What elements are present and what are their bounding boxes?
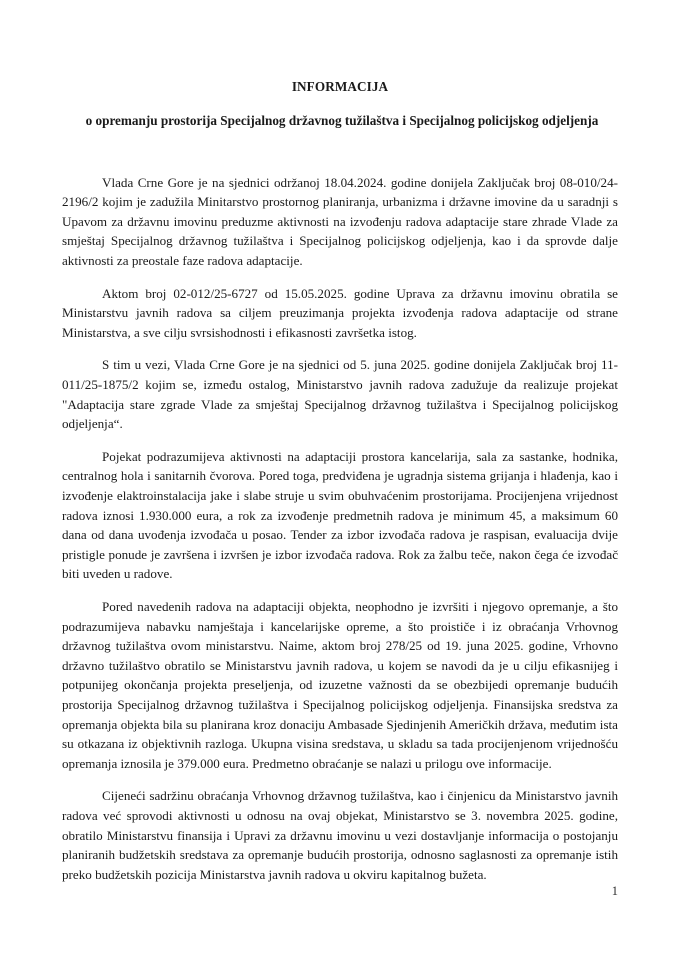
page-number: 1 — [611, 884, 618, 898]
document-title: INFORMACIJA — [291, 79, 389, 94]
paragraph: Aktom broj 02-012/25-6727 od 15.05.2025. godine Uprava za državnu imovinu obratila se Ministarstvu javnih radova sa ciljem preuzimanja projekta izvođenja radova adaptacije od strane Ministarstva, a sve cilju svrsishodnosti i efikasnosti završetka istog. — [62, 285, 618, 340]
paragraph: S tim u vezi, Vlada Crne Gore je na sjednici od 5. juna 2025. godine donijela Zaključak broj 11-011/25-1875/2 kojim se, između ostalog, Ministarstvo javnih radova zadužuje da realizuje projekat "Adaptacija stare zgrade Vlade za smještaj Specijalnog državnog tužilaštva i Specijalnog policijskog odjeljenja“. — [62, 357, 618, 432]
document-body — [62, 131, 618, 885]
document-subtitle: o opremanju prostorija Specijalnog državnog tužilaštva i Specijalnog policijskog odjeljenja — [85, 113, 599, 129]
document-content — [62, 0, 618, 884]
paragraph: Cijeneći sadržinu obraćanja Vrhovnog državnog tužilaštva, kao i činjenicu da Ministarstvo javnih radova već sprovodi aktivnosti u odnosu na ovaj objekat, Ministarstvo se 3. novembra 2025. godine, obratilo Ministarstvu finansija i Upravi za državnu imovinu u vezi dostavljanje informacija o postojanju planiranih budžetskih sredstava za opremanje budućih prostorija, odnosno saglasnosti za opremanje istih preko budžetskih pozicija Ministarstva javnih radova u okviru kapitalnog bužeta. — [62, 788, 618, 882]
paragraph: Vlada Crne Gore je na sjednici održanoj 18.04.2024. godine donijela Zaključak broj 08-010/24-2196/2 kojim je zadužila Minitarstvo prostornog planiranja, urbanizma i državne imovine da u saradnji s Upavom za državnu imovinu preduzme aktivnosti na izvođenju radova adaptacije stare zhrade Vlade za smještaj Specijalnog državnog tužilaštva i Specijalnog policijskog odjeljenja, kao i da sprovde dalje aktivnosti za preostale faze radova adaptacije. — [62, 174, 618, 269]
paragraph: Pored navedenih radova na adaptaciji objekta, neophodno je izvršiti i njegovo opremanje, a što podrazumijeva nabavku namještaja i kancelarijske opreme, a što proističe i iz obraćanja Vrhovnog državnog tužilaštva ovom ministarstvu. Naime, aktom broj 278/25 od 19. juna 2025. godine, Vrhovno državno tužilaštvo obratilo se Ministarstvu javnih radova, u kojem se navodi da je u cilju efikasnijeg i potpunijeg okončanja projekta preseljenja, od izuzetne važnosti da se obezbijedi opremanje budućih prostorija Specijalnog državnog tužilaštva i Specijalnog policijskog odjeljenja. Finansijska sredstva za opremanja objekta bila su planirana kroz donaciju Ambasade Sjedinjenih Američkih država, međutim ista su otkazana iz objektivnih razloga. Ukupna visina sredstava, u skladu sa tada procijenjenom vrijednošću opremanja iznosila je 379.000 eura. Predmetno obraćanje se nalazi u prilogu ove informacije. — [62, 598, 618, 771]
paragraph: Pojekat podrazumijeva aktivnosti na adaptaciji prostora kancelarija, sala za sastanke, hodnika, centralnog hola i sanitarnih čvorova. Pored toga, predviđena je ugradnja sistema grijanja i hlađenja, kao i izvođenje elaktroinstalacija jake i slabe struje u svim obuhvaćenim prostorijama. Procijenjena vrijednost radova iznosi 1.930.000 eura, a rok za izvođenje predmetnih radova je minimum 45, a maksimum 60 dana od dana uvođenja izvođača u posao. Tender za izbor izvođača radova je raspisan, evaluacija dvije pristigle ponude je završena i izvršen je izbor izvođača radova. Rok za žalbu teče, nakon čega će izvođač biti uveden u radove. — [62, 448, 618, 582]
